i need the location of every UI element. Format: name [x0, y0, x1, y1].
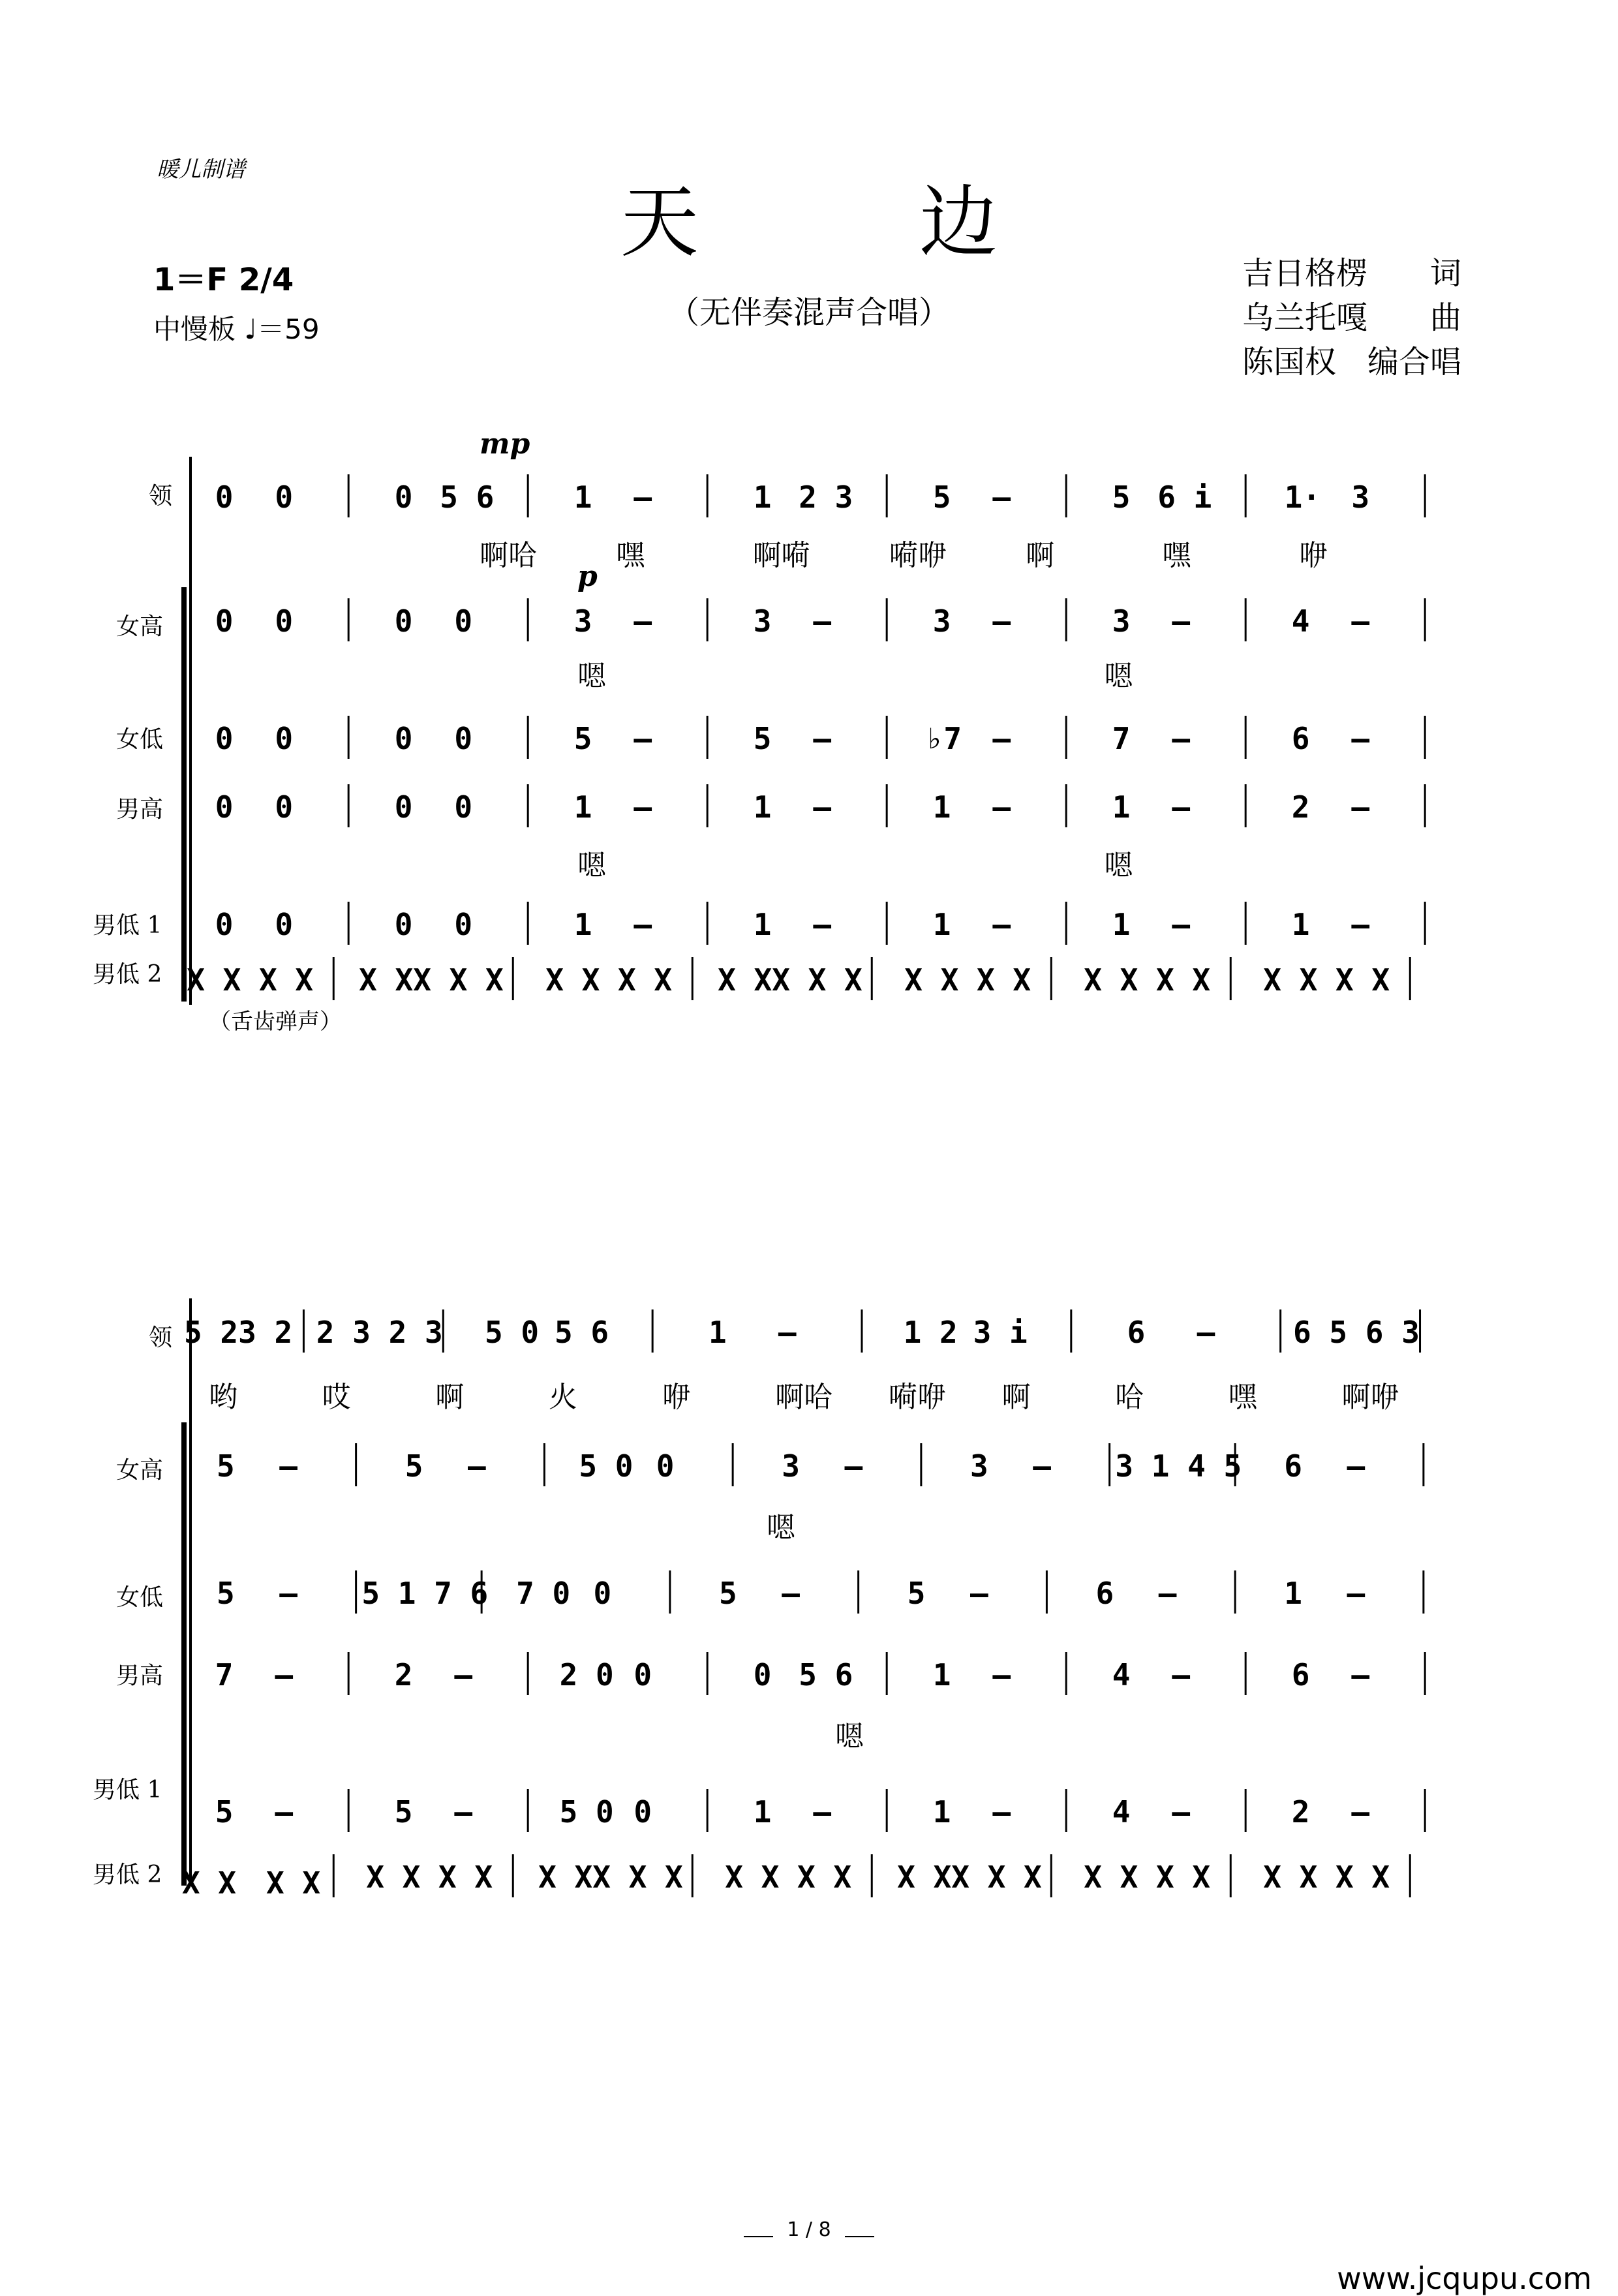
note-soprano: – [1033, 1448, 1051, 1484]
note-soprano: 3 1 4 5 [1115, 1448, 1242, 1484]
note-bass2: X X X X [1084, 1860, 1211, 1895]
lyric-lead_lyrics: 啊哈 [480, 539, 537, 572]
note-soprano: – [813, 604, 832, 639]
note-bass1: – [1351, 1794, 1370, 1829]
lyric-lead_lyrics: 嘿 [1162, 539, 1191, 572]
note-soprano: 5 0 [579, 1448, 633, 1484]
note-lead: 6 i [1157, 480, 1212, 515]
note-lead: 5 0 [485, 1315, 540, 1350]
note-bass1: – [992, 907, 1011, 942]
lyric-lead_lyrics: 咿 [662, 1381, 691, 1414]
note-bass1: – [633, 907, 652, 942]
note-tenor: 6 [1291, 1657, 1310, 1692]
note-soprano: – [1351, 604, 1370, 639]
note-alto: – [1351, 721, 1370, 756]
key-signature: 1＝F 2/4 [153, 262, 294, 298]
lyric-lead_lyrics: 啊 [435, 1381, 465, 1414]
note-lead: 5 6 [554, 1315, 609, 1350]
note-soprano: – [468, 1448, 486, 1484]
note-alto: 5 [217, 1576, 235, 1611]
note-tenor: 0 [753, 1657, 772, 1692]
note-lead: 5 23 2 [184, 1315, 293, 1350]
note-alto: 5 1 7 6 [361, 1576, 489, 1611]
site-watermark: www.jcqupu.com [1337, 2261, 1592, 2296]
lyric-lead_lyrics: 火 [548, 1381, 577, 1414]
note-bass2: X XX X X [718, 962, 862, 998]
note-tenor: – [1172, 789, 1191, 825]
note-soprano: 4 [1291, 604, 1310, 639]
note-alto: – [1347, 1576, 1366, 1611]
note-lead: 5 [1112, 480, 1131, 515]
note-tenor: 2 0 [559, 1657, 614, 1692]
note-alto: ♭7 [925, 721, 962, 756]
note-lead: 0 [394, 480, 413, 515]
note-alto: 5 [573, 721, 592, 756]
note-bass2: X X X X [366, 1860, 493, 1895]
note-lead: 1· [1284, 480, 1321, 515]
note-lead: 6 [1127, 1315, 1146, 1350]
note-bass1: – [275, 1794, 294, 1829]
note-tenor: – [813, 789, 832, 825]
note-soprano: – [1347, 1448, 1366, 1484]
note-tenor: 1 [932, 789, 951, 825]
note-alto: 7 [1112, 721, 1131, 756]
note-alto: 5 [719, 1576, 737, 1611]
note-soprano: 0 [275, 604, 294, 639]
lyric-lead_lyrics: 啊哈 [775, 1381, 833, 1414]
note-lead: 6 5 6 3 [1293, 1315, 1420, 1350]
lyric-soprano_lyrics: 嗯 [577, 660, 606, 693]
note-lead: – [1197, 1315, 1215, 1350]
note-soprano: 3 [753, 604, 772, 639]
note-alto: 0 [593, 1576, 612, 1611]
note-bass1: – [1172, 1794, 1191, 1829]
note-soprano: 5 [217, 1448, 235, 1484]
dynamic-mp: mp [480, 427, 530, 461]
note-bass1: 0 [633, 1794, 652, 1829]
note-tenor: 1 [753, 789, 772, 825]
note-alto: 0 [215, 721, 234, 756]
lyric-lead_lyrics: 嘿 [1228, 1381, 1257, 1414]
note-soprano: 3 [782, 1448, 800, 1484]
label-lead-1: 领 [149, 483, 173, 510]
note-bass2: X X X X [545, 962, 673, 998]
note-tenor: 0 [454, 789, 473, 825]
note-tenor: 2 [1291, 789, 1310, 825]
note-lead: – [778, 1315, 797, 1350]
note-alto: – [970, 1576, 988, 1611]
credit-composer: 乌兰托嘎 曲 [1242, 299, 1461, 336]
label-lead-2: 领 [149, 1324, 173, 1351]
note-lead: 2 3 2 3 [316, 1315, 443, 1350]
note-bass2: X XX X X [359, 962, 504, 998]
note-alto: – [813, 721, 832, 756]
label-soprano-1: 女高 [116, 613, 164, 640]
note-bass2: X X X X [181, 1865, 321, 1901]
label-tenor-2: 男高 [116, 1662, 164, 1689]
note-alto: – [782, 1576, 800, 1611]
lyric-lead_lyrics: 哈 [1115, 1381, 1144, 1414]
note-alto: 0 [454, 721, 473, 756]
note-tenor: – [1351, 1657, 1370, 1692]
note-soprano: 0 [394, 604, 413, 639]
note-bass1: 1 [1291, 907, 1310, 942]
note-bass1: 0 [454, 907, 473, 942]
note-tenor: 0 [394, 789, 413, 825]
label-tenor-1: 男高 [116, 796, 164, 823]
note-bass1: 0 [215, 907, 234, 942]
note-lead: – [992, 480, 1011, 515]
lyric-lead_lyrics: 嘿 [616, 539, 645, 572]
lyric-lead_lyrics: 啊咿 [1341, 1381, 1399, 1414]
note-bass1: – [1351, 907, 1370, 942]
note-bass1: 0 [275, 907, 294, 942]
credit-arranger: 陈国权 编合唱 [1242, 344, 1461, 380]
label-bass2-2: 男低 2 [93, 1861, 162, 1888]
note-bass1: 2 [1291, 1794, 1310, 1829]
note-bass1: – [454, 1794, 473, 1829]
note-alto: 0 [394, 721, 413, 756]
note-bass1: – [813, 907, 832, 942]
note-soprano: – [1172, 604, 1191, 639]
note-lead: – [633, 480, 652, 515]
note-alto: 6 [1095, 1576, 1114, 1611]
lyric-lead_lyrics: 啊嗬 [752, 539, 810, 572]
lyric-soprano_lyrics: 嗯 [1104, 660, 1133, 693]
note-alto: – [992, 721, 1011, 756]
score-subtitle: （无伴奏混声合唱） [667, 294, 950, 331]
note-lead: 5 [932, 480, 951, 515]
lyric-lead_lyrics: 啊 [1026, 539, 1055, 572]
note-soprano: 5 [404, 1448, 423, 1484]
note-tenor: 1 [932, 1657, 951, 1692]
note-alto: – [1158, 1576, 1177, 1611]
note-soprano: 6 [1284, 1448, 1302, 1484]
note-alto: – [279, 1576, 298, 1611]
note-soprano: 3 [932, 604, 951, 639]
note-bass2: X X X X [904, 962, 1031, 998]
note-lead: 1 [753, 480, 772, 515]
note-soprano: 0 [454, 604, 473, 639]
note-tenor: – [992, 1657, 1011, 1692]
note-bass2: X X X X [1263, 1860, 1390, 1895]
note-alto: 0 [275, 721, 294, 756]
note-lead: 3 i [973, 1315, 1028, 1350]
note-tenor: 5 6 [799, 1657, 853, 1692]
note-tenor: 0 [275, 789, 294, 825]
lyric-lead_lyrics: 咿 [1298, 539, 1328, 572]
note-tenor: 4 [1112, 1657, 1131, 1692]
note-tenor: 1 [1112, 789, 1131, 825]
note-bass1: 1 [932, 1794, 951, 1829]
note-bass1: – [992, 1794, 1011, 1829]
note-alto: 5 [907, 1576, 926, 1611]
note-bass1: 5 [215, 1794, 234, 1829]
note-bass1: 1 [753, 1794, 772, 1829]
page-number: 1 / 8 [787, 2218, 831, 2241]
note-lead: 0 [275, 480, 294, 515]
note-lead: 3 [1351, 480, 1370, 515]
note-soprano: 0 [215, 604, 234, 639]
note-bass2: X XX X X [897, 1860, 1042, 1895]
note-bass2: X X X X [725, 1860, 852, 1895]
note-lead: 0 [215, 480, 234, 515]
lyric-lead_lyrics: 嗬咿 [889, 539, 947, 572]
label-soprano-2: 女高 [116, 1457, 164, 1484]
label-alto-2: 女低 [116, 1584, 164, 1611]
lyric-tenor_lyrics: 嗯 [577, 849, 606, 882]
note-bass2: X X X X [1263, 962, 1390, 998]
note-bass1: 5 [394, 1794, 413, 1829]
note-tenor: 0 [215, 789, 234, 825]
note-soprano: – [844, 1448, 863, 1484]
score-title: 天 边 [620, 177, 1096, 268]
note-alto: 5 [753, 721, 772, 756]
note-alto: 1 [1284, 1576, 1302, 1611]
note-bass1: 1 [1112, 907, 1131, 942]
note-bass2: X XX X X [538, 1860, 683, 1895]
note-alto: – [1172, 721, 1191, 756]
label-bass2-1: 男低 2 [93, 961, 162, 988]
note-bass1: 0 [394, 907, 413, 942]
note-tenor: – [454, 1657, 473, 1692]
note-tenor: 0 [633, 1657, 652, 1692]
note-lead: 2 3 [799, 480, 853, 515]
dynamic-p: p [577, 560, 598, 593]
note-tenor: – [1351, 789, 1370, 825]
label-bass1-2: 男低 1 [93, 1777, 162, 1803]
note-lead: 1 [573, 480, 592, 515]
note-tenor: 7 [215, 1657, 234, 1692]
note-alto: – [633, 721, 652, 756]
note-bass2: X X X X [1084, 962, 1211, 998]
credit-lyricist: 吉日格楞 词 [1242, 255, 1461, 292]
note-bass1: 1 [932, 907, 951, 942]
note-lead: 5 6 [440, 480, 495, 515]
lyric-lead_lyrics: 哟 [209, 1381, 237, 1414]
note-soprano: 3 [970, 1448, 988, 1484]
note-tenor: – [1172, 1657, 1191, 1692]
label-alto-1: 女低 [116, 726, 164, 753]
note-bass1: 1 [753, 907, 772, 942]
note-tenor: 1 [573, 789, 592, 825]
lyric-soprano_lyrics: 嗯 [767, 1511, 795, 1544]
lyric-tenor_lyrics: 嗯 [1104, 849, 1133, 882]
tongue-click-note: （舌齿弹声） [209, 1009, 342, 1035]
label-bass1-1: 男低 1 [93, 912, 162, 939]
note-soprano: 3 [1112, 604, 1131, 639]
lyric-tenor_lyrics: 嗯 [835, 1720, 864, 1753]
note-bass2: X X X X [187, 962, 314, 998]
note-soprano: – [992, 604, 1011, 639]
note-alto: 7 0 [516, 1576, 571, 1611]
lyric-lead_lyrics: 啊 [1001, 1381, 1031, 1414]
note-tenor: – [992, 789, 1011, 825]
note-bass1: 4 [1112, 1794, 1131, 1829]
note-tenor: – [275, 1657, 294, 1692]
note-bass1: 5 0 [559, 1794, 614, 1829]
note-lead: 1 [708, 1315, 727, 1350]
note-alto: 6 [1291, 721, 1310, 756]
note-lead: 1 2 [903, 1315, 958, 1350]
score-maker: 暖儿制谱 [157, 157, 245, 183]
note-tenor: – [633, 789, 652, 825]
note-bass1: 1 [573, 907, 592, 942]
note-bass1: – [1172, 907, 1191, 942]
tempo-marking: 中慢板 ♩＝59 [153, 313, 320, 345]
note-bass1: – [813, 1794, 832, 1829]
note-soprano: 3 [573, 604, 592, 639]
note-soprano: – [633, 604, 652, 639]
note-soprano: – [279, 1448, 298, 1484]
lyric-lead_lyrics: 哎 [322, 1381, 351, 1414]
lyric-lead_lyrics: 嗬咿 [888, 1381, 946, 1414]
note-soprano: 0 [656, 1448, 675, 1484]
note-tenor: 2 [394, 1657, 413, 1692]
